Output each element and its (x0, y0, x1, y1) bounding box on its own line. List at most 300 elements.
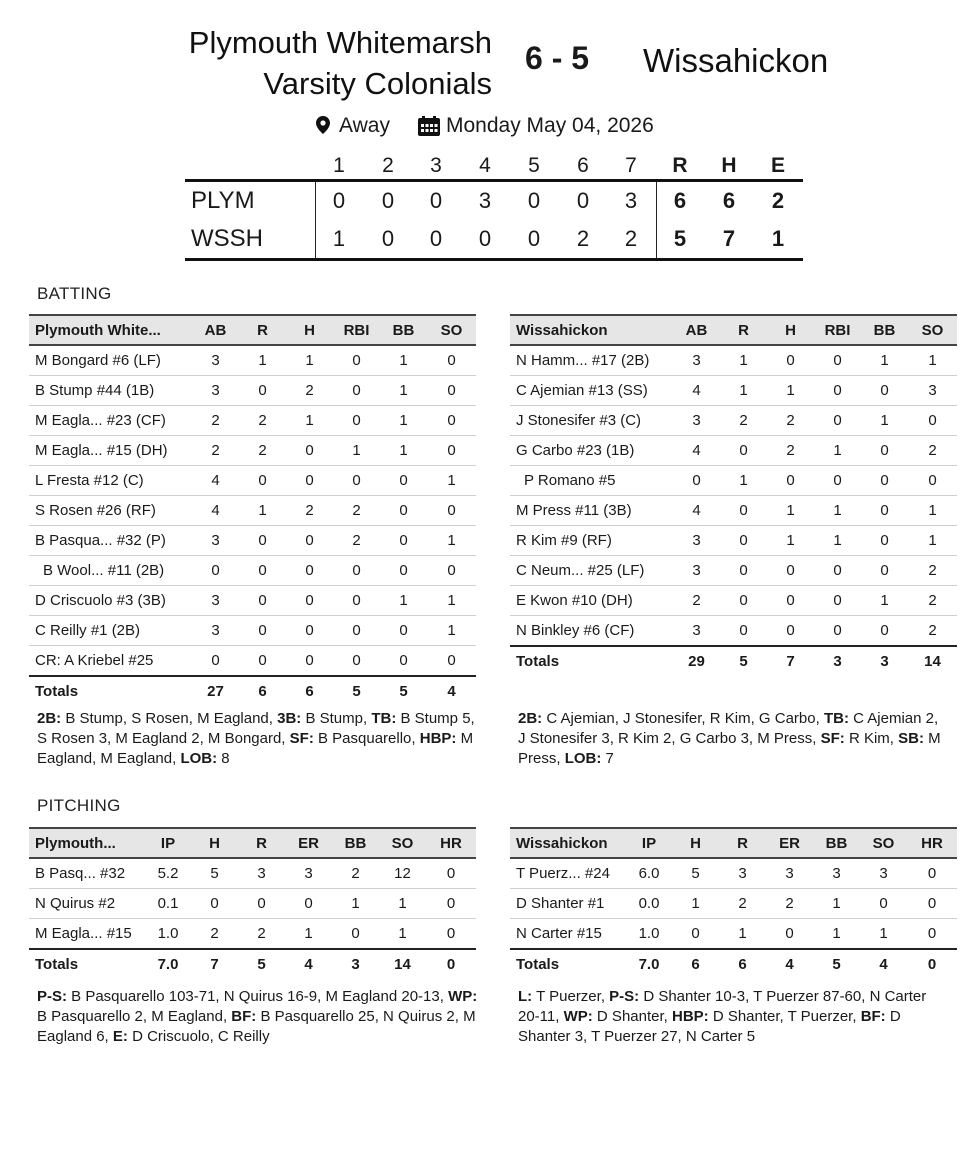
stat-cell: 1 (908, 496, 957, 526)
stat-cell: 0 (907, 889, 957, 919)
table-row (29, 556, 476, 586)
stat-cell: 0 (239, 586, 286, 616)
note-key: L: (518, 988, 533, 1005)
stat-cell: 1 (861, 345, 908, 376)
stat-cell: 0 (861, 466, 908, 496)
stat-cell: 0 (767, 616, 814, 647)
linescore (185, 152, 803, 261)
stat-cell: 0 (908, 406, 957, 436)
batting-table-home (29, 314, 476, 706)
stat-cell: 0 (767, 345, 814, 376)
stat-cell: 1.0 (145, 919, 191, 950)
column-header: H (191, 828, 238, 858)
stat-cell: 3 (673, 556, 720, 586)
totals-cell: 7 (191, 949, 238, 979)
inning-2-header: 2 (382, 154, 394, 177)
column-header: BB (813, 828, 860, 858)
stat-cell: 2 (908, 616, 957, 647)
stat-cell: 0 (239, 466, 286, 496)
player-name: B Pasq... #32 (29, 858, 145, 889)
stat-cell: 1 (380, 586, 427, 616)
stat-cell: 4 (192, 496, 239, 526)
note-key: WP: (448, 988, 478, 1005)
note-key: 2B: (518, 710, 543, 727)
note-key: 2B: (37, 710, 62, 727)
linescore-cell: 0 (429, 188, 443, 213)
stat-cell: 0 (426, 858, 476, 889)
stat-cell: 0 (239, 376, 286, 406)
stat-cell: 0 (191, 889, 238, 919)
stat-cell: 0 (860, 889, 907, 919)
column-header: HR (426, 828, 476, 858)
batting-notes-home (37, 709, 477, 769)
stat-cell: 0 (238, 889, 285, 919)
stat-cell: 0 (239, 616, 286, 646)
stat-cell: 1 (720, 466, 767, 496)
table-row (29, 889, 476, 919)
note-key: HBP: (419, 730, 457, 747)
stat-cell: 2 (767, 436, 814, 466)
stat-cell: 0 (286, 616, 333, 646)
stat-cell: 6.0 (626, 858, 672, 889)
table-row (29, 586, 476, 616)
inning-4-header: 4 (479, 154, 491, 177)
stat-cell: 0 (380, 556, 427, 586)
stat-cell: 0 (767, 466, 814, 496)
player-name: C Ajemian #13 (SS) (510, 376, 673, 406)
totals-cell: 6 (719, 949, 766, 979)
stat-cell: 1 (861, 586, 908, 616)
stat-cell: 0.1 (145, 889, 191, 919)
totals-cell: 3 (814, 646, 861, 676)
note-key: SB: (898, 730, 924, 747)
totals-cell: 7.0 (145, 949, 191, 979)
stat-cell: 1 (813, 919, 860, 950)
totals-cell: 6 (672, 949, 719, 979)
table-header-row (510, 828, 957, 858)
table-row (510, 496, 957, 526)
stat-cell: 1 (380, 345, 427, 376)
column-header: SO (427, 315, 476, 345)
game-meta (0, 113, 961, 141)
linescore-cell: 2 (576, 226, 590, 251)
stat-cell: 3 (238, 858, 285, 889)
note-value: 8 (217, 750, 230, 767)
note-value: R Kim, (844, 730, 899, 747)
linescore-cell: 0 (576, 188, 590, 213)
note-key: BF: (231, 1008, 257, 1025)
totals-cell: 7.0 (626, 949, 672, 979)
totals-cell: 5 (238, 949, 285, 979)
column-header: BB (861, 315, 908, 345)
inning-1-header: 1 (333, 154, 345, 177)
table-row (29, 496, 476, 526)
stat-cell: 3 (285, 858, 332, 889)
note-key: SF: (289, 730, 314, 747)
column-header: R (239, 315, 286, 345)
table-row (510, 889, 957, 919)
stat-cell: 1 (379, 919, 426, 950)
stat-cell: 0 (427, 345, 476, 376)
column-header: AB (192, 315, 239, 345)
stat-cell: 0 (814, 466, 861, 496)
note-key: TB: (823, 710, 849, 727)
stat-cell: 2 (238, 919, 285, 950)
stat-cell: 3 (766, 858, 813, 889)
column-header: HR (907, 828, 957, 858)
linescore-cell: 0 (527, 188, 541, 213)
totals-cell: 5 (720, 646, 767, 676)
stat-cell: 0 (767, 556, 814, 586)
stat-cell: 1 (767, 526, 814, 556)
stat-cell: 0 (333, 466, 380, 496)
stat-cell: 3 (192, 616, 239, 646)
totals-cell: 5 (380, 676, 427, 706)
stat-cell: 0 (720, 526, 767, 556)
stat-cell: 3 (908, 376, 957, 406)
linescore-row (185, 182, 803, 220)
stat-cell: 1 (286, 345, 333, 376)
note-value: B Pasquarello 25, N Quirus 2, M Eagland 6, (37, 1008, 476, 1045)
linescore-hits: 6 (722, 188, 736, 213)
stat-cell: 1 (814, 526, 861, 556)
stat-cell: 2 (239, 406, 286, 436)
column-header: SO (908, 315, 957, 345)
inning-7-header: 7 (625, 154, 637, 177)
stat-cell: 0 (333, 345, 380, 376)
stat-cell: 3 (813, 858, 860, 889)
stat-cell: 0 (332, 919, 379, 950)
stat-cell: 2 (286, 376, 333, 406)
totals-label: Totals (510, 949, 626, 979)
stat-cell: 1 (814, 436, 861, 466)
totals-cell: 14 (379, 949, 426, 979)
stat-cell: 0 (192, 556, 239, 586)
column-header: IP (145, 828, 191, 858)
stat-cell: 0 (380, 646, 427, 677)
stat-cell: 1 (767, 496, 814, 526)
stat-cell: 0 (861, 496, 908, 526)
stat-cell: 0 (720, 556, 767, 586)
stat-cell: 0 (286, 436, 333, 466)
inning-5-header: 5 (528, 154, 540, 177)
stat-cell: 12 (379, 858, 426, 889)
table-row (510, 586, 957, 616)
column-header: Wissahickon (510, 315, 673, 345)
runs-header: R (672, 154, 688, 177)
game-date: Monday May 04, 2026 (446, 114, 654, 137)
stat-cell: 1 (379, 889, 426, 919)
stat-cell: 0 (380, 526, 427, 556)
totals-cell: 0 (426, 949, 476, 979)
table-row (29, 466, 476, 496)
stat-cell: 1 (239, 496, 286, 526)
stat-cell: 0 (907, 858, 957, 889)
stat-cell: 0 (333, 616, 380, 646)
column-header: IP (626, 828, 672, 858)
stat-cell: 2 (720, 406, 767, 436)
stat-cell: 0 (427, 406, 476, 436)
linescore-team: PLYM (191, 187, 255, 214)
note-value: D Criscuolo, C Reilly (127, 1028, 270, 1045)
totals-cell: 4 (766, 949, 813, 979)
stat-cell: 0 (861, 436, 908, 466)
linescore-team: WSSH (191, 225, 263, 252)
note-value: D Shanter 3, T Puerzer 27, N Carter 5 (518, 1008, 901, 1045)
note-value: B Pasquarello, (313, 730, 420, 747)
stat-cell: 0 (427, 496, 476, 526)
totals-cell: 3 (332, 949, 379, 979)
note-key: P-S: (609, 988, 640, 1005)
note-key: TB: (371, 710, 397, 727)
table-header-row (29, 315, 476, 345)
totals-cell: 6 (239, 676, 286, 706)
table-header-row (510, 315, 957, 345)
player-name: S Rosen #26 (RF) (29, 496, 192, 526)
stat-cell: 2 (908, 556, 957, 586)
column-header: ER (766, 828, 813, 858)
stat-cell: 0 (285, 889, 332, 919)
calendar-icon (418, 116, 440, 141)
column-header: BB (380, 315, 427, 345)
table-row (29, 406, 476, 436)
stat-cell: 1 (767, 376, 814, 406)
column-header: H (767, 315, 814, 345)
note-value: M Eagland, M Eagland, (37, 730, 474, 767)
stat-cell: 0 (380, 466, 427, 496)
pitching-table-home (29, 827, 476, 979)
stat-cell: 3 (673, 345, 720, 376)
stat-cell: 3 (673, 406, 720, 436)
stat-cell: 2 (333, 526, 380, 556)
totals-cell: 29 (673, 646, 720, 676)
stat-cell: 3 (719, 858, 766, 889)
table-row (510, 556, 957, 586)
stat-cell: 2 (908, 586, 957, 616)
stat-cell: 0 (814, 616, 861, 647)
note-key: LOB: (180, 750, 218, 767)
linescore-hits: 7 (722, 226, 736, 251)
stat-cell: 3 (192, 586, 239, 616)
totals-cell: 4 (860, 949, 907, 979)
note-value: 7 (601, 750, 614, 767)
stat-cell: 0.0 (626, 889, 672, 919)
note-key: LOB: (564, 750, 602, 767)
table-row (29, 858, 476, 889)
linescore-cell: 0 (332, 188, 346, 213)
note-value: B Stump, (301, 710, 372, 727)
player-name: L Fresta #12 (C) (29, 466, 192, 496)
stat-cell: 1 (427, 526, 476, 556)
column-header: BB (332, 828, 379, 858)
stat-cell: 0 (333, 586, 380, 616)
stat-cell: 1 (860, 919, 907, 950)
totals-cell: 5 (333, 676, 380, 706)
player-name: D Shanter #1 (510, 889, 626, 919)
stat-cell: 0 (239, 556, 286, 586)
stat-cell: 0 (814, 586, 861, 616)
stat-cell: 2 (191, 919, 238, 950)
stat-cell: 0 (426, 889, 476, 919)
pitching-notes-home (37, 987, 482, 1047)
table-row (29, 345, 476, 376)
note-key: E: (112, 1028, 128, 1045)
note-key: HBP: (671, 1008, 709, 1025)
stat-cell: 2 (766, 889, 813, 919)
stat-cell: 0 (333, 556, 380, 586)
player-name: N Binkley #6 (CF) (510, 616, 673, 647)
note-key: WP: (563, 1008, 593, 1025)
linescore-cell: 0 (381, 188, 395, 213)
stat-cell: 1 (380, 376, 427, 406)
player-name: N Hamm... #17 (2B) (510, 345, 673, 376)
away-team-name: Wissahickon (643, 42, 829, 79)
stat-cell: 0 (814, 376, 861, 406)
stat-cell: 2 (333, 496, 380, 526)
stat-cell: 1.0 (626, 919, 672, 950)
stat-cell: 3 (192, 345, 239, 376)
stat-cell: 2 (332, 858, 379, 889)
stat-cell: 0 (380, 616, 427, 646)
totals-cell: 14 (908, 646, 957, 676)
stat-cell: 5 (672, 858, 719, 889)
table-row (29, 616, 476, 646)
stat-cell: 1 (427, 586, 476, 616)
table-row (29, 526, 476, 556)
stat-cell: 0 (673, 466, 720, 496)
stat-cell: 0 (767, 586, 814, 616)
stat-cell: 0 (814, 345, 861, 376)
stat-cell: 2 (719, 889, 766, 919)
note-key: BF: (860, 1008, 886, 1025)
column-header: ER (285, 828, 332, 858)
stat-cell: 1 (813, 889, 860, 919)
column-header: Plymouth White... (29, 315, 192, 345)
stat-cell: 0 (333, 646, 380, 677)
stat-cell: 3 (192, 376, 239, 406)
player-name: M Eagla... #15 (29, 919, 145, 950)
stat-cell: 1 (332, 889, 379, 919)
linescore-cell: 0 (429, 226, 443, 251)
stat-cell: 1 (814, 496, 861, 526)
stat-cell: 1 (286, 406, 333, 436)
note-value: B Pasquarello 2, M Eagland, (37, 1008, 232, 1025)
linescore-cell: 3 (624, 188, 638, 213)
player-name: C Reilly #1 (2B) (29, 616, 192, 646)
stat-cell: 0 (861, 556, 908, 586)
stat-cell: 2 (192, 436, 239, 466)
home-team-name (140, 22, 492, 104)
column-header: RBI (333, 315, 380, 345)
player-name: M Eagla... #23 (CF) (29, 406, 192, 436)
linescore-cell: 3 (478, 188, 492, 213)
totals-cell: 3 (861, 646, 908, 676)
linescore-cell: 2 (624, 226, 638, 251)
stat-cell: 0 (239, 526, 286, 556)
column-header: Plymouth... (29, 828, 145, 858)
player-name: R Kim #9 (RF) (510, 526, 673, 556)
stat-cell: 0 (427, 376, 476, 406)
stat-cell: 1 (380, 406, 427, 436)
stat-cell: 2 (767, 406, 814, 436)
stat-cell: 1 (239, 345, 286, 376)
totals-cell: 27 (192, 676, 239, 706)
player-name: G Carbo #23 (1B) (510, 436, 673, 466)
errors-header: E (770, 154, 785, 177)
stat-cell: 0 (720, 586, 767, 616)
player-name: B Pasqua... #32 (P) (29, 526, 192, 556)
linescore-errors: 2 (771, 188, 785, 213)
pitching-table-away (510, 827, 957, 979)
column-header: AB (673, 315, 720, 345)
totals-row (29, 676, 476, 706)
table-row (510, 616, 957, 647)
stat-cell: 0 (239, 646, 286, 677)
note-value: C Ajemian 2, J Stonesifer 3, R Kim 2, G Carbo 3, M Press, (518, 710, 939, 747)
column-header: Wissahickon (510, 828, 626, 858)
player-name: CR: A Kriebel #25 (29, 646, 192, 677)
stat-cell: 0 (861, 376, 908, 406)
table-row (510, 919, 957, 950)
stat-cell: 0 (286, 466, 333, 496)
linescore-cell: 0 (527, 226, 541, 251)
column-header: SO (379, 828, 426, 858)
stat-cell: 1 (427, 616, 476, 646)
stat-cell: 4 (673, 376, 720, 406)
stat-cell: 0 (286, 526, 333, 556)
note-value: D Shanter, T Puerzer, (708, 1008, 861, 1025)
stat-cell: 3 (673, 616, 720, 647)
table-row (510, 466, 957, 496)
linescore-runs: 6 (673, 188, 687, 213)
stat-cell: 0 (907, 919, 957, 950)
stat-cell: 1 (908, 526, 957, 556)
stat-cell: 0 (427, 556, 476, 586)
note-value: D Shanter, (592, 1008, 672, 1025)
note-key: SF: (820, 730, 845, 747)
stat-cell: 0 (861, 526, 908, 556)
batting-table-away (510, 314, 957, 676)
table-row (29, 376, 476, 406)
location-label: Away (339, 114, 390, 137)
player-name: B Wool... #11 (2B) (29, 556, 192, 586)
stat-cell: 0 (766, 919, 813, 950)
inning-3-header: 3 (430, 154, 442, 177)
player-name: P Romano #5 (510, 466, 673, 496)
stat-cell: 2 (908, 436, 957, 466)
totals-cell: 6 (286, 676, 333, 706)
player-name: M Bongard #6 (LF) (29, 345, 192, 376)
table-row (29, 646, 476, 677)
column-header: R (720, 315, 767, 345)
player-name: J Stonesifer #3 (C) (510, 406, 673, 436)
totals-cell: 0 (907, 949, 957, 979)
table-row (510, 436, 957, 466)
stat-cell: 1 (285, 919, 332, 950)
note-value: M Press, (518, 730, 941, 767)
stat-cell: 0 (286, 556, 333, 586)
batting-section-title: BATTING (37, 284, 112, 303)
totals-label: Totals (29, 676, 192, 706)
stat-cell: 5.2 (145, 858, 191, 889)
column-header: H (286, 315, 333, 345)
linescore-runs: 5 (673, 226, 687, 251)
stat-cell: 0 (333, 376, 380, 406)
totals-label: Totals (510, 646, 673, 676)
note-value: T Puerzer, (532, 988, 610, 1005)
player-name: M Eagla... #15 (DH) (29, 436, 192, 466)
stat-cell: 1 (672, 889, 719, 919)
